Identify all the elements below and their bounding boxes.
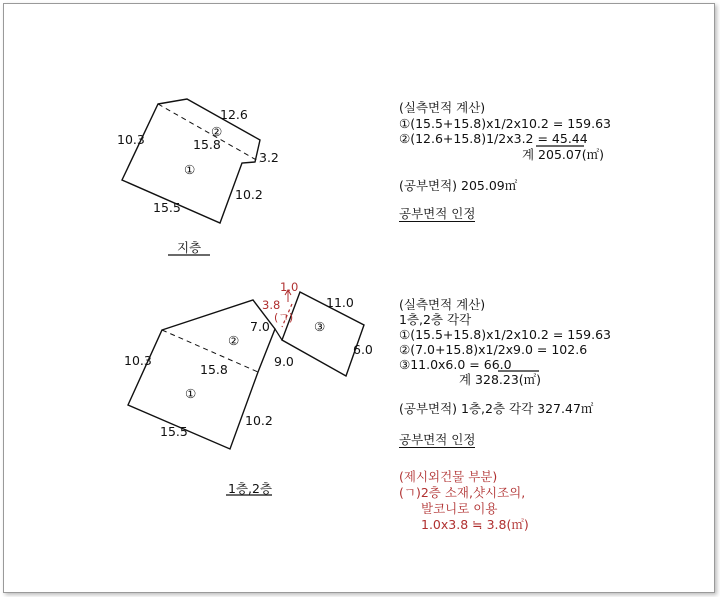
note-line2: 발코니로 이용 [421, 501, 498, 516]
floor12-dim-bottom: 15.5 [160, 424, 188, 439]
basement-dim-step: 3.2 [259, 150, 279, 165]
floor12-connector [275, 329, 282, 340]
red-annex-mark: (ㄱ) [274, 311, 294, 324]
floor12-marker-three: ③ [314, 319, 326, 334]
basement-calc-line2-value: 45.44 [551, 131, 588, 146]
basement-calc-line2 [399, 131, 588, 146]
floor12-calc-sub: 1층,2층 각각 [399, 312, 472, 327]
floor12-dim-right: 10.2 [245, 413, 273, 428]
floor12-calc-total: 계 328.23(㎡) [459, 372, 542, 387]
floor12-marker-one: ① [185, 386, 197, 401]
basement-official-area: (공부면적) 205.09㎡ [399, 178, 518, 193]
basement-calc-line1: ①(15.5+15.8)x1/2x10.2 = 159.63 [399, 116, 611, 131]
floor12-official-area: (공부면적) 1층,2층 각각 327.47㎡ [399, 401, 594, 416]
floor12-calc-line3-prefix: ③11.0x6.0 = [399, 357, 484, 372]
basement-calc-title: (실측면적 계산) [399, 100, 486, 115]
red-dim-small: 1.0 [280, 280, 299, 294]
note-line1: (ㄱ)2층 소재,샷시조의, [399, 485, 526, 500]
note-line3: 1.0x3.8 ≒ 3.8(㎡) [421, 517, 529, 532]
basement-dim-left: 10.3 [117, 132, 145, 147]
basement-calc-total: 계 205.07(㎡) [522, 147, 605, 162]
basement-dim-top: 12.6 [220, 107, 248, 122]
floor12-calc-line1: ①(15.5+15.8)x1/2x10.2 = 159.63 [399, 327, 611, 342]
basement-calc-line2-prefix: ②(12.6+15.8)1/2x3.2 = [399, 131, 552, 146]
basement-dim-bottom: 15.5 [153, 200, 181, 215]
floor12-dim-inner: 15.8 [200, 362, 228, 377]
floor12-label: 1층,2층 [228, 481, 273, 496]
basement-marker-one: ① [184, 162, 196, 177]
note-title: (제시외건물 부분) [399, 469, 498, 484]
basement-marker-two: ② [211, 124, 223, 139]
basement-conclusion: 공부면적 인정 [399, 206, 476, 221]
floor12-dim-top-step: 7.0 [250, 319, 270, 334]
floor12-calc-line3-value: 66.0 [483, 357, 512, 372]
floor12-dim-left: 10.3 [124, 353, 152, 368]
floor12-calc-line3 [399, 357, 512, 372]
floor12-conclusion: 공부면적 인정 [399, 432, 476, 447]
floor12-calc-title: (실측면적 계산) [399, 297, 486, 312]
floor12-marker-two: ② [228, 333, 240, 348]
floor12-dim-mid: 9.0 [274, 354, 294, 369]
basement-dim-right: 10.2 [235, 187, 263, 202]
floor12-dim-ext-right: 6.0 [353, 342, 373, 357]
floor12-calc-line2: ②(7.0+15.8)x1/2x9.0 = 102.6 [399, 342, 588, 357]
basement-label: 지층 [177, 240, 202, 255]
basement-dim-inner: 15.8 [193, 137, 221, 152]
red-dim-side: 3.8 [262, 298, 281, 312]
floor12-dim-ext-top: 11.0 [326, 295, 354, 310]
